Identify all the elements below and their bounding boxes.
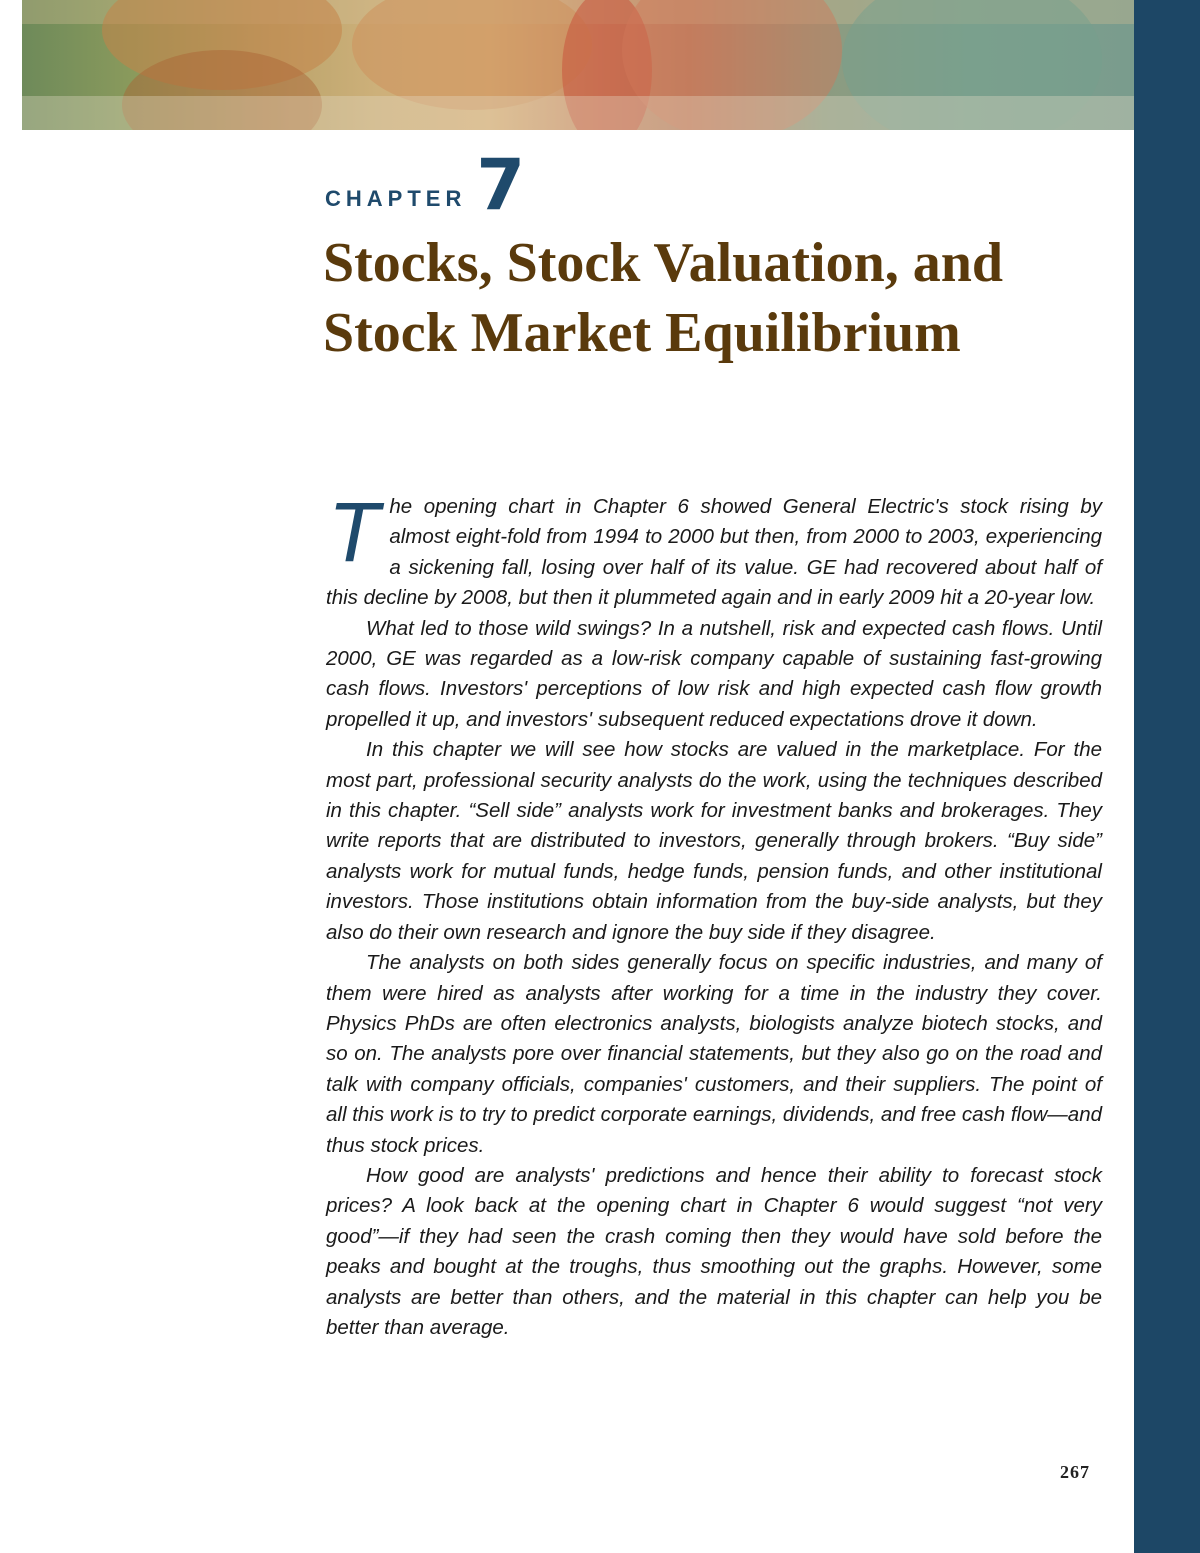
chapter-intro [326, 485, 1102, 1343]
intro-paragraph: How good are analysts' predictions and hence their ability to forecast stock prices? A look back at the opening chart in Chapter 6 would suggest “not very good”—if they had seen the crash coming then they would have sold before the peaks and bought at the troughs, thus smoothing out the graphs. However, some analysts are better than others, and the material in this chapter can help you be better than average. [326, 1163, 1102, 1339]
intro-paragraph-text: he opening chart in Chapter 6 showed General Electric's stock rising by almost eight-fold from 1994 to 2000 but then, from 2000 to 2003, experiencing a sickening fall, losing over half of its value. GE had recovered about half of this decline by 2008, but then it plummeted again and in early 2009 hit a 20-year low. [326, 495, 1102, 610]
chapter-title: Stocks, Stock Valuation, and Stock Market Equilibrium [323, 232, 1004, 364]
intro-paragraph [326, 485, 1102, 614]
chapter-heading [325, 144, 526, 226]
drop-cap: T [328, 485, 380, 579]
page-number: 267 [1060, 1462, 1090, 1482]
chapter-number: 7 [476, 144, 526, 226]
chapter-banner-photo [22, 0, 1134, 130]
intro-paragraph: What led to those wild swings? In a nutshell, risk and expected cash flows. Until 2000, GE was regarded as a low-risk company capable of sustaining fast-growing cash flows. Investors' perceptions of low risk and high expected cash flow growth propelled it up, and investors' subsequent reduced expectations drove it down. [326, 616, 1102, 731]
intro-paragraph: In this chapter we will see how stocks are valued in the marketplace. For the most part, professional security analysts do the work, using the techniques described in this chapter. “Sell side” analysts work for investment banks and brokerages. They write reports that are distributed to investors, generally through brokers. “Buy side” analysts work for mutual funds, hedge funds, pension funds, and other institutional investors. Those institutions obtain information from the buy-side analysts, but they also do their own research and ignore the buy side if they disagree. [326, 738, 1102, 944]
chapter-side-bar [1134, 0, 1200, 1553]
chapter-word: CHAPTER [325, 186, 467, 211]
intro-paragraph: The analysts on both sides generally focus on specific industries, and many of them were hired as analysts after working for a time in the industry they cover. Physics PhDs are often electronics analysts, biologists analyze biotech stocks, and so on. The analysts pore over financial statements, but they also go on the road and talk with company officials, companies' customers, and their suppliers. The point of all this work is to try to predict corporate earnings, dividends, and free cash flow—and thus stock prices. [326, 951, 1102, 1157]
